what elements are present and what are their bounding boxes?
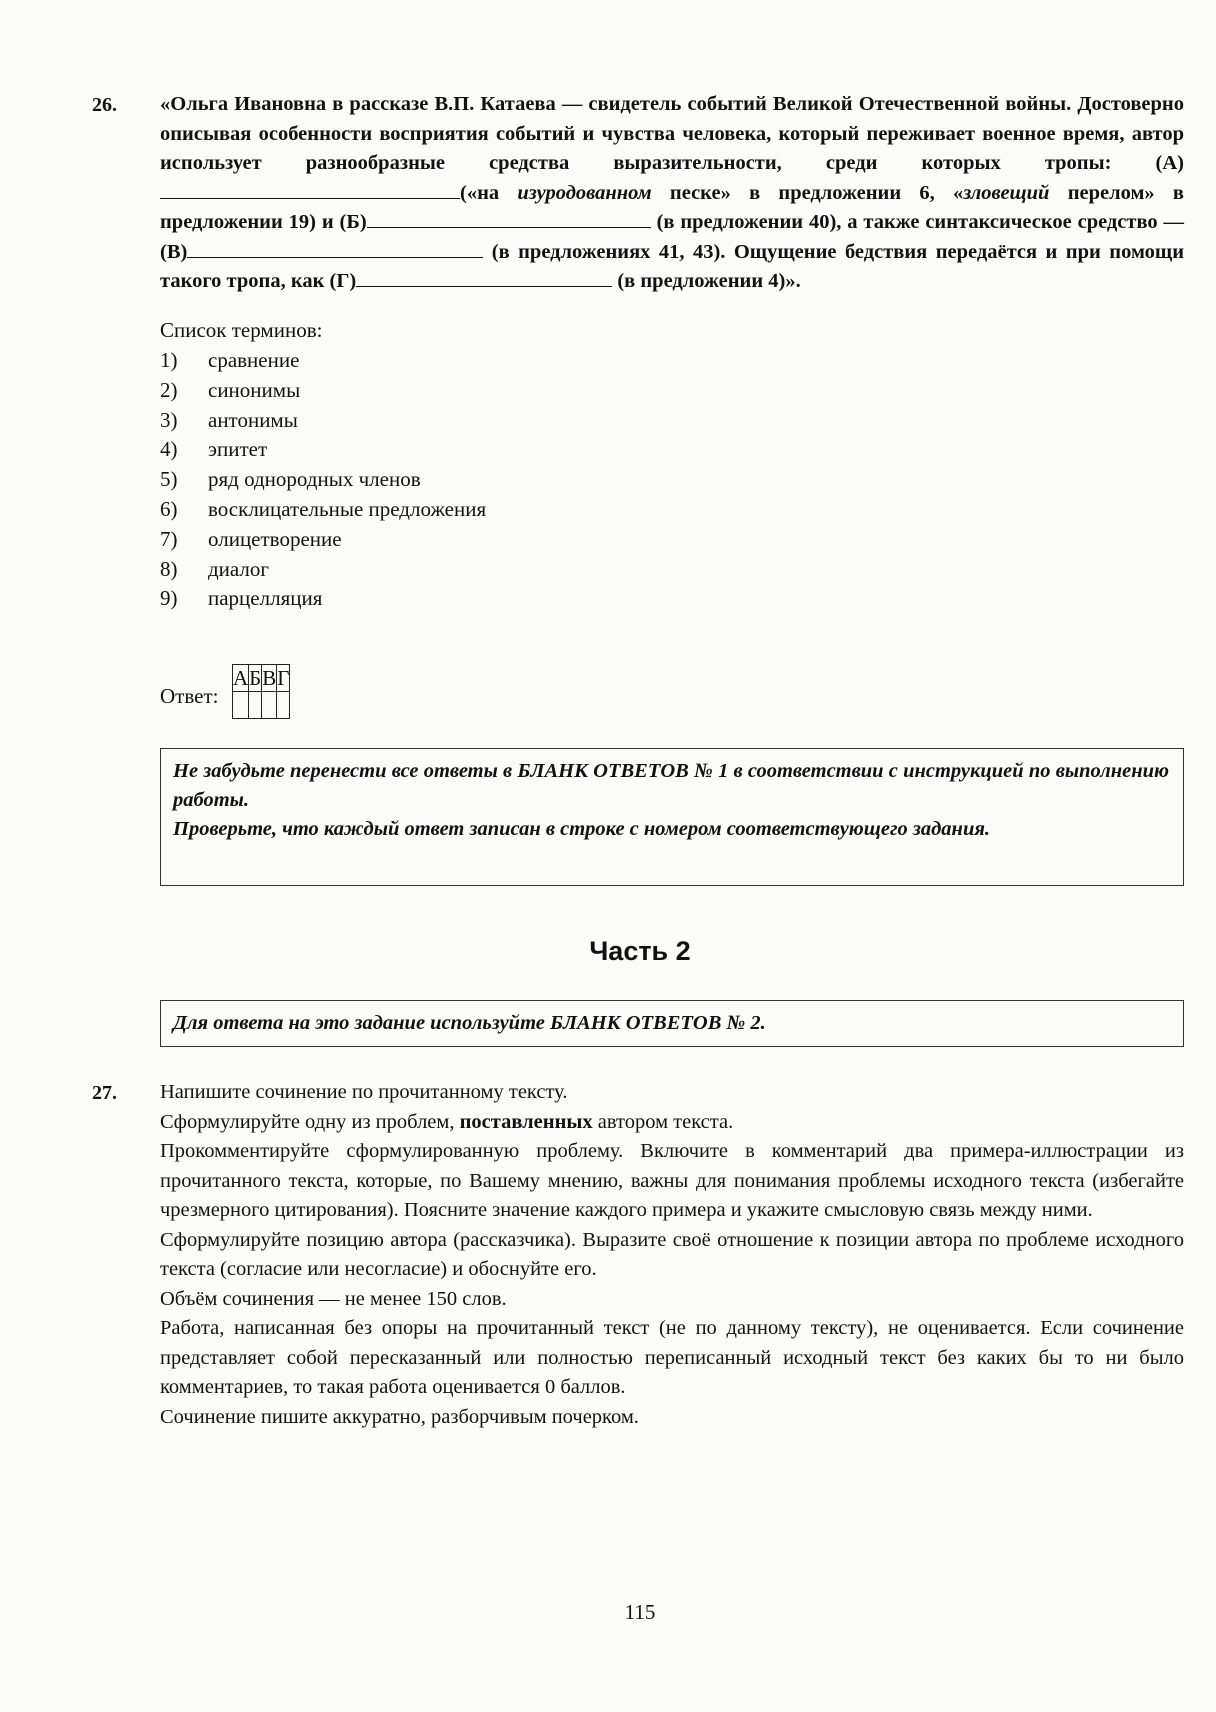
task-26-text-part-2: перелом» в предложении 19) и (Б) xyxy=(160,181,1185,233)
page-number: 115 xyxy=(624,1600,656,1624)
answer-cell-a[interactable] xyxy=(233,692,249,719)
blank-b[interactable] xyxy=(367,209,651,228)
task-26-sentence: «Ольга Ивановна в рассказе В.П. Катаева — свидетель событий Великой Отечественной войны. Достоверно описывая особенности восприятия событий и чувства человека, который переживает военное время, автор использует разнообразные средства выразительности, среди которых тропы: (А) xyxy=(160,93,1184,174)
term-item xyxy=(160,435,322,465)
term-item xyxy=(160,495,487,525)
term-item xyxy=(160,406,322,436)
term-item xyxy=(160,525,342,555)
answer-col-b: Б xyxy=(249,665,262,690)
task-number-27: 27. xyxy=(92,1082,117,1104)
notice-line-1: Не забудьте перенести все ответы в БЛАНК ОТВЕТОВ № 1 в соответствии с инструкцией по выполнению работы. xyxy=(173,760,1169,811)
task-26-text-part-4: (в предложениях 41, 43). Ощущение бедствия передаётся и при помощи такого тропа, как (Г) xyxy=(160,240,1184,292)
task-27-para-6: Работа, написанная без опоры на прочитанный текст (не по данному тексту), не оценивается. Если сочинение представляет собой пересказанный или полностью переписанный исходный текст без каких бы то ни было комментариев, то такая работа оценивается 0 баллов. xyxy=(160,1317,1184,1398)
term-item xyxy=(160,465,421,495)
task-26-text-part: песке» в предложении 6, « xyxy=(651,181,964,204)
notice-part2-text: Для ответа на это задание используйте БЛАНК ОТВЕТОВ № 2. xyxy=(173,1012,766,1034)
blank-g[interactable] xyxy=(356,268,612,287)
answer-label: Ответ: xyxy=(160,684,219,708)
notice-answer-sheet-2 xyxy=(160,1000,1184,1047)
answer-col-g: Г xyxy=(277,665,290,690)
task-26-italic-word: изуродованном xyxy=(517,181,652,204)
task-number-26: 26. xyxy=(92,94,117,116)
task-27-para-3: Прокомментируйте сформулированную проблему. Включите в комментарий два примера-иллюстрации из прочитанного текста, которые, по Вашему мнению, важны для понимания проблемы исходного текста (избегайте чрезмерного цитирования). Поясните значение каждого примера и укажите смысловую связь между ними. xyxy=(160,1140,1184,1221)
task-27-para-2c: автором текста. xyxy=(592,1110,734,1133)
answer-col-a: А xyxy=(233,665,249,690)
answer-col-v: В xyxy=(262,665,277,690)
task-27-text xyxy=(160,1078,1184,1432)
term-number: 7) xyxy=(160,526,178,551)
answer-cell-b[interactable] xyxy=(249,692,262,719)
term-item xyxy=(160,376,322,406)
term-number: 1) xyxy=(160,348,178,372)
term-number: 6) xyxy=(160,496,178,521)
blank-v[interactable] xyxy=(187,239,483,258)
term-label: эпитет xyxy=(208,437,268,462)
term-label: парцелляция xyxy=(208,586,323,611)
term-number: 4) xyxy=(160,437,178,462)
task-27-para-5: Объём сочинения — не менее 150 слов. xyxy=(160,1287,507,1310)
task-26-text xyxy=(160,90,1184,297)
task-27-para-2-bold: поставленных xyxy=(459,1110,593,1133)
task-27-para-4: Сформулируйте позицию автора (рассказчика). Выразите своё отношение к позиции автора по проблеме исходного текста (согласие или несогласие) и обоснуйте его. xyxy=(160,1228,1184,1280)
answer-cell-g[interactable] xyxy=(277,692,290,719)
term-label: сравнение xyxy=(208,348,300,372)
term-number: 5) xyxy=(160,467,178,492)
task-27-para-2 xyxy=(160,1108,1184,1138)
term-number: 8) xyxy=(160,556,178,581)
answer-cell-v[interactable] xyxy=(262,692,277,719)
terms-heading: Список терминов: xyxy=(160,318,323,343)
notice-line-2: Проверьте, что каждый ответ записан в строке с номером соответствующего задания. xyxy=(173,818,991,840)
part-2-heading: Часть 2 xyxy=(589,936,691,966)
term-item xyxy=(160,346,322,376)
term-label: синонимы xyxy=(208,377,301,402)
term-label: ряд однородных членов xyxy=(208,467,421,492)
task-26-text-part-5: (в предложении 4)». xyxy=(612,270,801,292)
task-26-text-part-3: (в предложении 40), а также синтаксическое средство — (В) xyxy=(160,211,1185,263)
task-26-quote-open: («на xyxy=(460,181,518,204)
task-27-para-7: Сочинение пишите аккуратно, разборчивым почерком. xyxy=(160,1405,639,1428)
term-label: олицетворение xyxy=(208,526,342,551)
term-number: 3) xyxy=(160,407,178,432)
terms-list xyxy=(160,318,487,614)
notice-answer-sheet-1 xyxy=(160,748,1184,886)
term-item xyxy=(160,584,322,614)
term-number: 9) xyxy=(160,586,178,611)
term-number: 2) xyxy=(160,377,178,402)
task-27-para-1: Напишите сочинение по прочитанному тексту. xyxy=(160,1081,568,1103)
task-26-italic-word-2: зловещий xyxy=(963,181,1050,204)
term-item xyxy=(160,555,322,585)
term-label: антонимы xyxy=(208,407,298,432)
term-label: диалог xyxy=(208,556,270,581)
task-27-para-2a: Сформулируйте одну из проблем, xyxy=(160,1110,460,1133)
blank-a[interactable] xyxy=(160,180,460,199)
term-label: восклицательные предложения xyxy=(208,496,487,521)
